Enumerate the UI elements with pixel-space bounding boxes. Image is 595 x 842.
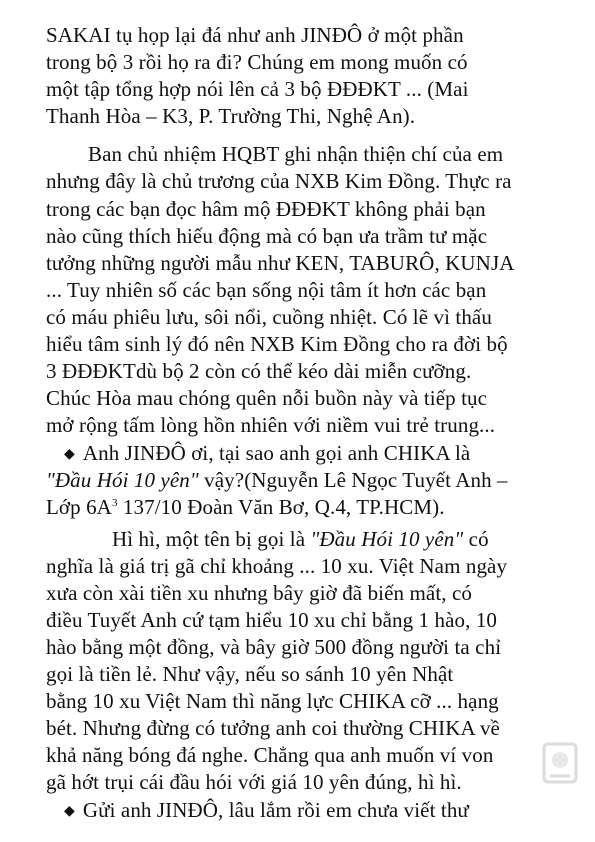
text-line: tưởng những người mẫu như KEN, TABURÔ, KUNJA: [46, 251, 515, 275]
nickname-italic: "Đầu Hói 10 yên": [310, 527, 464, 551]
address-text: 137/10 Đoàn Văn Bơ, Q.4, TP.HCM).: [122, 495, 445, 519]
text-line: Thanh Hòa – K3, P. Trường Thi, Nghệ An).: [46, 104, 416, 128]
text-line: nào cũng thích hiếu động mà có bạn ưa trầm tư mặc: [46, 224, 488, 248]
text-line: ... Tuy nhiên số các bạn sống nội tâm ít hơn các bạn: [46, 278, 487, 302]
question-line: [64, 440, 470, 470]
text-line: có máu phiêu lưu, sôi nổi, cuồng nhiệt. Có lẽ vì thấu: [46, 305, 492, 329]
bullet-diamond-icon: ◆: [64, 447, 75, 462]
question-text: Anh JINĐÔ ơi, tại sao anh gọi anh CHIKA là: [82, 441, 471, 465]
text-line: nhưng đây là chủ trương của NXB Kim Đồng. Thực ra: [46, 169, 512, 193]
text-line: hiểu tâm sinh lý đó nên NXB Kim Đồng cho ra đời bộ: [46, 332, 508, 356]
question-text: vậy?(Nguyễn Lê Ngọc Tuyết Anh –: [204, 468, 508, 492]
text-line: Ban chủ nhiệm HQBT ghi nhận thiện chí của em: [88, 142, 504, 166]
text-line: bằng 10 xu Việt Nam thì năng lực CHIKA cỡ ... hạng: [46, 689, 499, 713]
question-line: [64, 797, 469, 827]
text-line: hào bằng một đồng, và bây giờ 500 đồng người ta chỉ: [46, 635, 502, 659]
question-line: [46, 494, 445, 520]
text-line: 3 ĐĐĐKTdù bộ 2 còn có thể kéo dài miễn cưỡng.: [46, 359, 472, 383]
answer-line: [112, 526, 489, 552]
text-line: một tập tổng hợp nói lên cả 3 bộ ĐĐĐKT ... (Mai: [46, 77, 469, 101]
text-line: khả năng bóng đá nghe. Chẳng qua anh muốn ví von: [46, 743, 494, 767]
text-line: bét. Nhưng đừng có tưởng anh coi thường CHIKA về: [46, 716, 500, 740]
watermark-logo-icon: [540, 740, 580, 786]
text-line: gã hớt trụi cái đầu hói với giá 10 yên đúng, hì hì.: [46, 770, 462, 794]
answer-text: có: [468, 527, 489, 551]
answer-text: Hì hì, một tên bị gọi là: [112, 527, 306, 551]
text-line: Chúc Hòa mau chóng quên nỗi buồn này và tiếp tục: [46, 386, 488, 410]
text-line: xưa còn xài tiền xu nhưng bây giờ đã biến mất, có: [46, 581, 472, 605]
question-text: Gửi anh JINĐÔ, lâu lắm rồi em chưa viết thư: [82, 798, 469, 822]
question-line: [46, 467, 508, 493]
text-line: trong bộ 3 rồi họ ra đi? Chúng em mong muốn có: [46, 50, 468, 74]
nickname-italic: "Đầu Hói 10 yên": [46, 468, 199, 492]
text-line: nghĩa là giá trị gã chỉ khoảng ... 10 xu. Việt Nam ngày: [46, 554, 508, 578]
text-line: trong các bạn đọc hâm mộ ĐĐĐKT không phải bạn: [46, 197, 486, 221]
text-line: mở rộng tấm lòng hồn nhiên với niềm vui trẻ trung...: [46, 413, 496, 437]
bullet-diamond-icon: ◆: [64, 804, 75, 819]
class-superscript: 3: [111, 497, 118, 509]
text-line: điều Tuyết Anh cứ tạm hiểu 10 xu chỉ bằng 1 hào, 10: [46, 608, 498, 632]
text-line: gọi là tiền lẻ. Như vậy, nếu so sánh 10 yên Nhật: [46, 662, 454, 686]
class-label: Lớp 6A: [46, 495, 112, 519]
text-line: SAKAI tụ họp lại đá như anh JINĐÔ ở một phần: [46, 23, 464, 47]
